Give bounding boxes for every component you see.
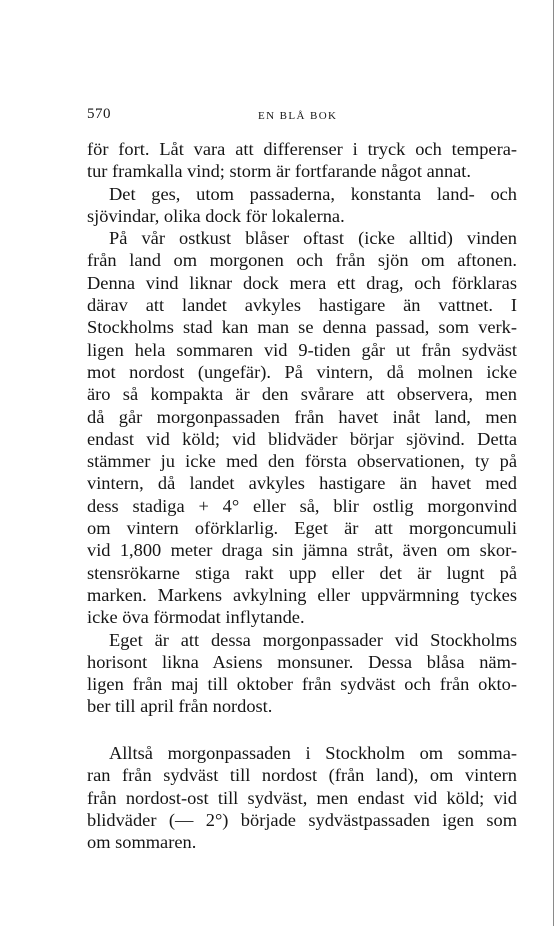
text-line: stensrökarne stiga rakt upp eller det är lugnt på (87, 562, 517, 583)
text-line: marken. Markens avkylning eller uppvärmning tyckes (87, 584, 517, 605)
text-line: om sommaren. (87, 832, 197, 853)
text-line: då går morgonpassaden från havet inåt land, men (87, 406, 517, 427)
body-text (87, 138, 517, 718)
text-line: Denna vind liknar dock mera ett drag, och förklaras (87, 272, 517, 293)
text-line: stämmer ju icke med den första observationen, ty på (87, 451, 517, 472)
text-line: blidväder (— 2°) började sydvästpassaden igen som (87, 809, 517, 830)
text-line: från land om morgonen och från sjön om aftonen. (87, 250, 517, 271)
text-line: om vintern oförklarlig. Eget är att morgoncumuli (87, 518, 517, 539)
text-line: Stockholms stad kan man se denna passad, som verk- (87, 317, 517, 338)
conclusion-text (87, 742, 517, 853)
text-line: icke öva förmodat inflytande. (87, 607, 305, 628)
page-edge-line (553, 0, 554, 926)
text-line: därav att landet avkyles hastigare än vattnet. I (87, 295, 517, 316)
text-line: sjövindar, olika dock för lokalerna. (87, 205, 345, 226)
text-line: Alltså morgonpassaden i Stockholm om somma- (109, 743, 517, 763)
text-line: ber till april från nordost. (87, 696, 273, 717)
text-line: endast vid köld; vid blidväder börjar sjövind. Detta (87, 428, 517, 449)
text-line: äro så kompakta är den svårare att observera, men (87, 384, 517, 405)
text-line: ligen hela sommaren vid 9-tiden går ut från sydväst (87, 339, 517, 360)
text-line: dess stadiga + 4° eller så, blir ostlig morgonvind (87, 495, 517, 516)
text-line: Det ges, utom passaderna, konstanta land- och (109, 183, 517, 204)
text-line: På vår ostkust blåser oftast (icke alltid) vinden (109, 228, 517, 249)
text-line: vid 1,800 meter draga sin jämna stråt, även om skor- (87, 540, 517, 561)
text-line: ran från sydväst till nordost (från land), om vintern (87, 765, 517, 786)
text-line: horisont likna Asiens monsuner. Dessa blåsa näm- (87, 651, 517, 672)
text-line: mot nordost (ungefär). På vintern, då molnen icke (87, 361, 517, 382)
text-line: vintern, då landet avkyles hastigare än havet med (87, 473, 517, 494)
running-title: EN BLÅ BOK (258, 110, 338, 122)
text-line: tur framkalla vind; storm är fortfarande något annat. (87, 161, 472, 182)
text-line: från nordost-ost till sydväst, men endast vid köld; vid (87, 787, 517, 808)
text-line: för fort. Låt vara att differenser i tryck och tempera- (87, 139, 517, 159)
text-line: ligen från maj till oktober från sydväst och från okto- (87, 674, 517, 695)
text-line: Eget är att dessa morgonpassader vid Stockholms (109, 629, 517, 650)
page-number: 570 (87, 106, 111, 122)
